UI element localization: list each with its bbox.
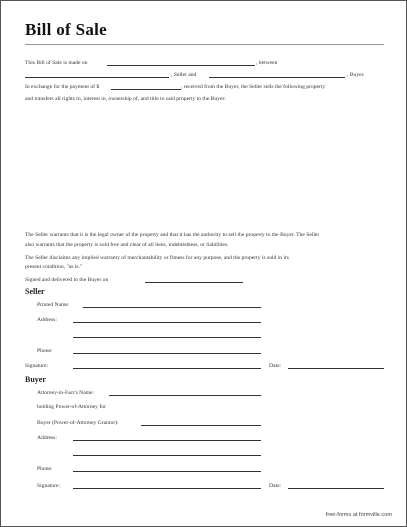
buyer-grantor-label: Buyer (Power-of-Attorney Grantor): bbox=[37, 420, 119, 426]
title-divider bbox=[25, 44, 384, 45]
disclaimer-text-2: present condition, "as is." bbox=[25, 264, 83, 270]
page-title: Bill of Sale bbox=[25, 20, 107, 39]
buyer-holding-label: holding Power-of-Attorney for bbox=[37, 404, 106, 410]
property-description-area[interactable] bbox=[25, 106, 384, 226]
seller-address-label: Address: bbox=[37, 317, 57, 323]
buyer-signature-field[interactable] bbox=[73, 488, 261, 489]
warranty-text-2: also warrants that the property is sold free and clear of all liens, indebtedness, or liabilities. bbox=[25, 242, 229, 248]
exchange-text-1: In exchange for the payment of $ bbox=[25, 84, 100, 90]
seller-date-label: Date: bbox=[269, 363, 282, 369]
delivery-date-field[interactable] bbox=[145, 282, 243, 283]
exchange-text-2: and transfers all rights to, interest in, ownership of, and title to said property to the Buyer: bbox=[25, 96, 226, 102]
buyer-heading: Buyer bbox=[25, 375, 46, 384]
seller-address-field-2[interactable] bbox=[73, 337, 261, 338]
buyer-attorney-field[interactable] bbox=[109, 395, 261, 396]
buyer-date-label: Date: bbox=[269, 483, 282, 489]
buyer-grantor-field[interactable] bbox=[141, 425, 261, 426]
intro-seller-label: , Seller and bbox=[171, 72, 197, 78]
seller-printed-name-field[interactable] bbox=[83, 307, 261, 308]
buyer-attorney-label: Attorney-in-Fact's Name: bbox=[37, 390, 95, 396]
exchange-text-1b: , received from the Buyer, the Seller sells the following property bbox=[181, 84, 326, 90]
buyer-address-label: Address: bbox=[37, 435, 57, 441]
buyer-name-field[interactable] bbox=[209, 77, 345, 78]
intro-made-on-label: This Bill of Sale is made on bbox=[25, 60, 88, 66]
sale-date-field[interactable] bbox=[107, 65, 255, 66]
buyer-signature-label: Signature: bbox=[37, 483, 60, 489]
payment-amount-field[interactable] bbox=[111, 89, 181, 90]
intro-buyer-label: , Buyer. bbox=[347, 72, 365, 78]
seller-signature-field[interactable] bbox=[73, 368, 261, 369]
buyer-date-field[interactable] bbox=[288, 488, 384, 489]
buyer-phone-field[interactable] bbox=[73, 471, 261, 472]
seller-address-field-1[interactable] bbox=[73, 322, 261, 323]
seller-name-field[interactable] bbox=[25, 77, 169, 78]
seller-date-field[interactable] bbox=[288, 368, 384, 369]
seller-phone-label: Phone: bbox=[37, 348, 53, 354]
disclaimer-text-1: The Seller disclaims any implied warranty of merchantability or fitness for any purpose, and the property is sold in its bbox=[25, 255, 289, 261]
seller-signature-label: Signature: bbox=[25, 363, 48, 369]
intro-between-label: , between bbox=[256, 60, 278, 66]
buyer-phone-label: Phone: bbox=[37, 466, 53, 472]
footer-credit: free-forms at formville.com bbox=[325, 512, 392, 518]
seller-heading: Seller bbox=[25, 287, 45, 296]
buyer-address-field-2[interactable] bbox=[73, 455, 261, 456]
seller-printed-name-label: Printed Name: bbox=[37, 302, 70, 308]
seller-phone-field[interactable] bbox=[73, 353, 261, 354]
warranty-text-1: The Seller warrants that it is the legal owner of the property and that it has the authority to sell the property to the Buyer. The Seller bbox=[25, 232, 320, 238]
signed-delivered-label: Signed and delivered to the Buyer on bbox=[25, 277, 109, 283]
buyer-address-field-1[interactable] bbox=[73, 440, 261, 441]
